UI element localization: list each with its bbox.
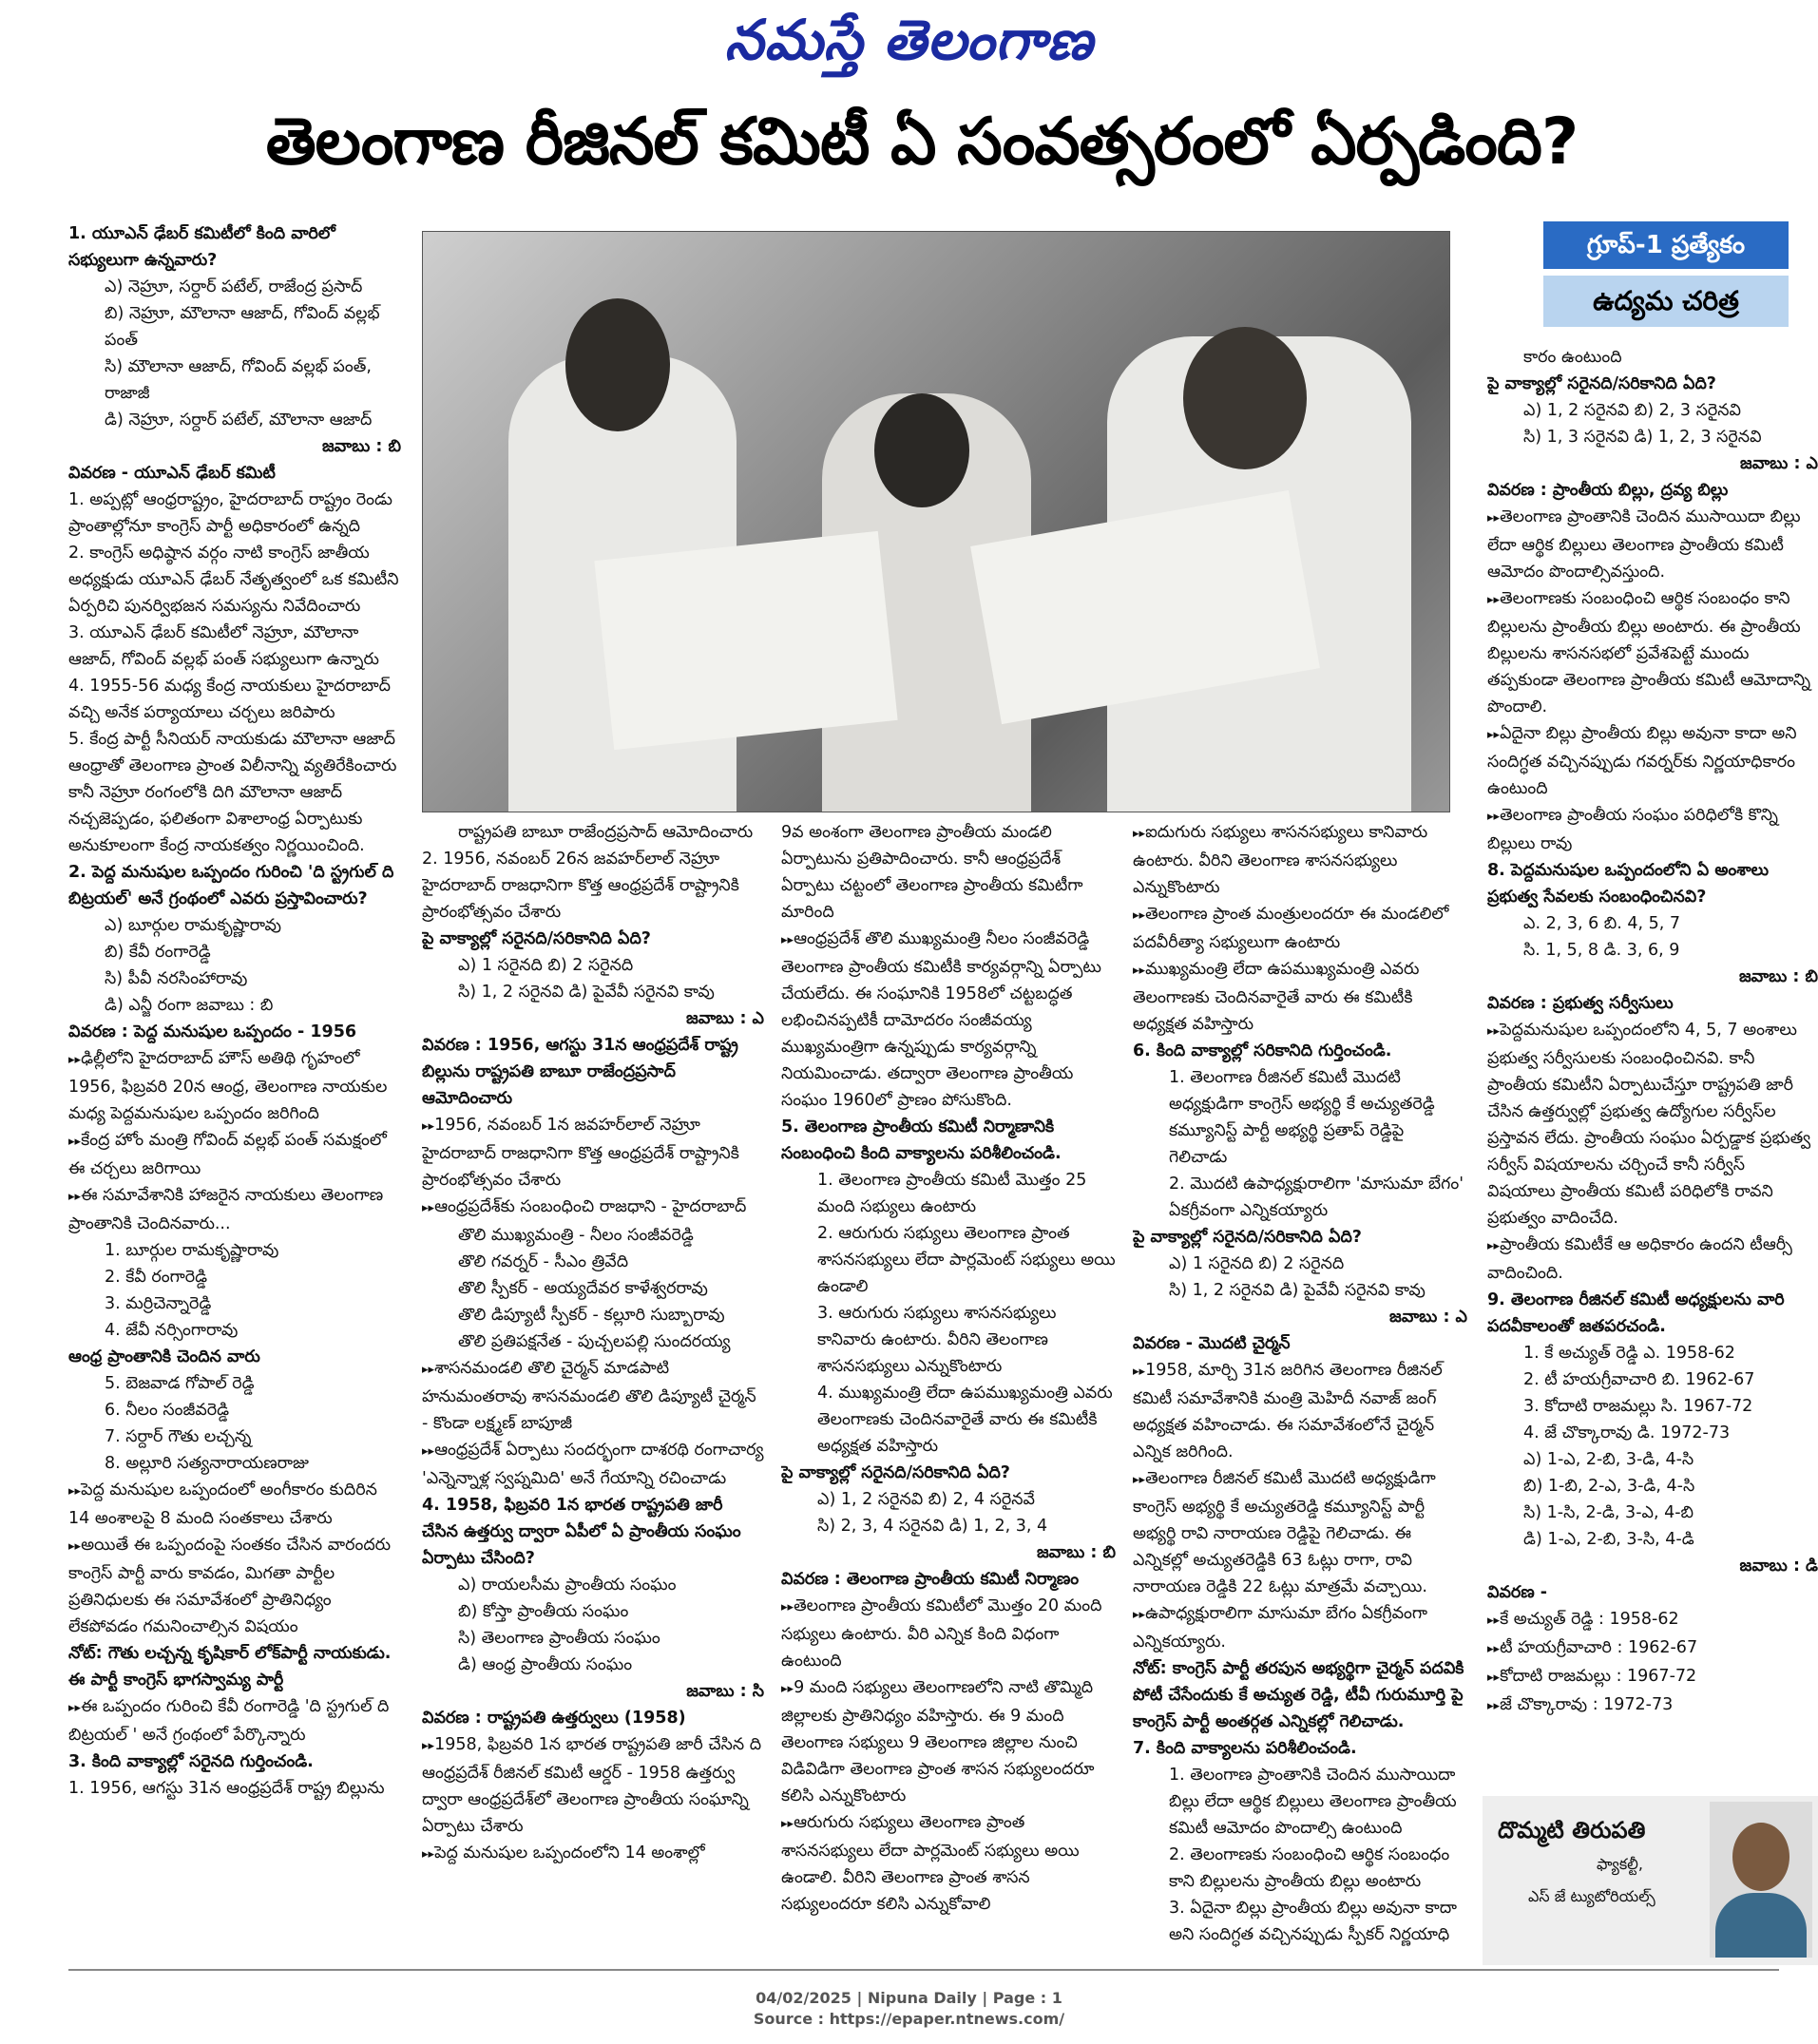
- paragraph: ▸▸ 1958, ఫిబ్రవరి 1న భారత రాష్ట్రపతి జారీ చేసిన ది ఆంధ్రప్రదేశ్ రీజినల్ కమిటీ ఆర్డర్ - 1958 ఉత్తర్వు ద్వారా ఆంధ్రప్రదేశ్‌లో తెలంగాణ ప్రాంతీయ సంఘాన్ని ఏర్పాటు చేశారు: [422, 1731, 764, 1840]
- paragraph: ▸▸ ఆంధ్రప్రదేశ్ ఏర్పాటు సందర్భంగా దాశరథి రంగాచార్య 'ఎన్నెన్నాళ్ల స్వప్నమిది' అనే గేయాన్ని రచించాడు: [422, 1437, 764, 1492]
- paragraph: ▸▸ తెలంగాణ ప్రాంతీయ సంఘం పరిధిలోకి కొన్ని బిల్లులు రావు: [1487, 802, 1818, 857]
- paragraph: ▸▸ తెలంగాణకు సంబంధించి ఆర్థిక సంబంధం కాని బిల్లులను ప్రాంతీయ బిల్లు అంటారు. ఈ ప్రాంతీయ బిల్లులను శాసనసభలో ప్రవేశపెట్టే ముందు తప్పకుండా తెలంగాణ ప్రాంతీయ కమిటీ ఆమోదాన్ని పొందాలి.: [1487, 585, 1818, 720]
- paragraph: బి) కోస్తా ప్రాంతీయ సంఘం: [458, 1602, 629, 1621]
- paragraph: 6. నీలం సంజీవరెడ్డి: [105, 1401, 230, 1420]
- paragraph: తొలి స్పీకర్ - అయ్యదేవర కాళేశ్వరరావు: [458, 1279, 708, 1298]
- paragraph: ▸▸ తెలంగాణ రీజినల్ కమిటీ మొదటి అధ్యక్షుడిగా కాంగ్రెస్ అభ్యర్థి కే అచ్యుతరెడ్డి కమ్యూనిస్ట్ పార్టీ అభ్యర్థి రావి నారాయణ రెడ్డిపై గెలిచాడు. ఈ ఎన్నికల్లో అచ్యుతరెడ్డికి 63 ఓట్లు రాగా, రావి నారాయణ రెడ్డికి 22 ఓట్లు మాత్రమే వచ్చాయి.: [1133, 1465, 1467, 1600]
- paragraph: 4. 1955-56 మధ్య కేంద్ర నాయకులు హైదరాబాద్ వచ్చి అనేక పర్యాయాలు చర్చలు జరిపారు: [68, 677, 392, 722]
- paragraph: ఎ) 1, 2 సరైనవి బి) 2, 3 సరైనవి: [1523, 401, 1741, 420]
- paragraph: బి) నెహ్రూ, మౌలానా ఆజాద్, గోవింద్ వల్లభ్ పంత్: [105, 304, 380, 350]
- paragraph: 2. తెలంగాణకు సంబంధించి ఆర్థిక సంబంధం కాని బిల్లులను ప్రాంతీయ బిల్లు అంటారు: [1169, 1845, 1450, 1891]
- paragraph: 2. కాంగ్రెస్ అధిష్ఠాన వర్గం నాటి కాంగ్రెస్ జాతీయ అధ్యక్షుడు యూఎన్ ఢేబర్ నేతృత్వంలో ఒక కమిటీని ఏర్పరిచి పునర్విభజన సమస్యను నివేదించారు: [68, 544, 399, 616]
- paragraph: ▸▸ తెలంగాణ ప్రాంతానికి చెందిన ముసాయిదా బిల్లు లేదా ఆర్థిక బిల్లులు తెలంగాణ ప్రాంతీయ కమిటీ ఆమోదం పొందాల్సివస్తుంది.: [1487, 504, 1818, 585]
- paragraph: తొలి డిప్యూటీ స్పీకర్ - కల్లూరి సుబ్బారావు: [458, 1306, 725, 1325]
- paragraph: 1. 1956, ఆగస్టు 31న ఆంధ్రప్రదేశ్ రాష్ట్ర బిల్లును: [68, 1779, 385, 1798]
- paragraph: బి) 1-బి, 2-ఎ, 3-డి, 4-సి: [1523, 1477, 1695, 1496]
- paragraph: ▸▸ పెద్ద మనుషుల ఒప్పందంలో అంగీకారం కుదిరిన 14 అంశాలపై 8 మంది సంతకాలు చేశారు: [68, 1477, 401, 1532]
- masthead-logo: నమస్తే తెలంగాణ: [724, 8, 1094, 72]
- paragraph: సి) మౌలానా ఆజాద్, గోవింద్ వల్లభ్ పంత్, రాజాజీ: [105, 357, 372, 403]
- paragraph: 2. పెద్ద మనుషుల ఒప్పందం గురించి 'ది స్ట్రగుల్ ది బిట్రయల్' అనే గ్రంథంలో ఎవరు ప్రస్తావించారు?: [68, 863, 394, 908]
- paragraph: 1. యూఎన్ ఢేబర్ కమిటీలో కింది వారిలో సభ్యులుగా ఉన్నవారు?: [68, 224, 335, 270]
- paragraph: ▸▸ 1958, మార్చి 31న జరిగిన తెలంగాణ రీజినల్ కమిటీ సమావేశానికి మంత్రి మెహిదీ నవాజ్ జంగ్ అధ్యక్షత వహించాడు. ఈ సమావేశంలోనే చైర్మన్ ఎన్నిక జరిగింది.: [1133, 1357, 1467, 1465]
- author-org: ఎస్ జే ట్యుటోరియల్స్: [1528, 1887, 1655, 1905]
- paragraph: సి) 1, 2 సరైనవి డి) పైవేవీ సరైనవి కావు: [1169, 1281, 1426, 1300]
- article-column-3: [781, 819, 1116, 1959]
- article-column-1: [68, 220, 401, 1959]
- paragraph: 3. మర్రిచెన్నారెడ్డి: [105, 1294, 212, 1313]
- paragraph: 9. తెలంగాణ రీజినల్ కమిటీ అధ్యక్షులను వారి పదవీకాలంతో జతపరచండి.: [1487, 1290, 1785, 1336]
- paragraph: ఎ) బూర్గుల రామకృష్ణారావు: [105, 916, 281, 935]
- paragraph: పై వాక్యాల్లో సరైనది/సరికానిది ఏది?: [781, 1463, 1010, 1482]
- paragraph: జవాబు : డి: [1739, 1557, 1818, 1576]
- author-name: దొమ్మటి తిరుపతి: [1498, 1817, 1646, 1843]
- paragraph: ▸▸ కేంద్ర హోం మంత్రి గోవింద్ వల్లభ్ పంత్ సమక్షంలో ఈ చర్చలు జరిగాయి: [68, 1127, 401, 1182]
- paragraph: 2. ఆరుగురు సభ్యులు తెలంగాణ ప్రాంత శాసనసభ్యులు లేదా పార్లమెంట్ సభ్యులు అయి ఉండాలి: [817, 1224, 1116, 1296]
- paragraph: ఎ) 1, 2 సరైనవి బి) 2, 4 సరైనవే: [817, 1490, 1035, 1509]
- footer-divider: [68, 1969, 1779, 1971]
- paragraph: పై వాక్యాల్లో సరైనది/సరికానిది ఏది?: [1133, 1228, 1362, 1247]
- paragraph: ▸▸ 9 మంది సభ్యులు తెలంగాణలోని నాటి తొమ్మిది జిల్లాలకు ప్రాతినిధ్యం వహిస్తారు. ఈ 9 మంది తెలంగాణ సభ్యులు 9 తెలంగాణ జిల్లాల నుంచి విడివిడిగా తెలంగాణ ప్రాంత శాసన సభ్యులందరూ కలిసి ఎన్నుకొంటారు: [781, 1674, 1116, 1809]
- paragraph: ▸▸ ఈ ఒప్పందం గురించి కేవీ రంగారెడ్డి 'ది స్ట్రగుల్ ది బిట్రయల్ ' అనే గ్రంథంలో పేర్కొన్నారు: [68, 1693, 401, 1748]
- paragraph: 1. అప్పట్లో ఆంధ్రరాష్ట్రం, హైదరాబాద్ రాష్ట్రం రెండు ప్రాంతాల్లోనూ కాంగ్రెస్ పార్టీ అధికారంలో ఉన్నది: [68, 490, 392, 536]
- paragraph: తొలి గవర్నర్ - సీఎం త్రివేది: [458, 1252, 629, 1271]
- paragraph: జవాబు : ఎ: [1389, 1308, 1467, 1327]
- paragraph: ▸▸ ముఖ్యమంత్రి లేదా ఉపముఖ్యమంత్రి ఎవరు తెలంగాణకు చెందినవారైతే వారు ఈ కమిటీకి అధ్యక్షత వహిస్తారు: [1133, 956, 1467, 1038]
- paragraph: వివరణ : ప్రాంతీయ బిల్లు, ద్రవ్య బిల్లు: [1487, 481, 1729, 500]
- paragraph: ఎ) 1 సరైనది బి) 2 సరైనది: [1169, 1254, 1345, 1273]
- paragraph: 4. 1958, ఫిబ్రవరి 1న భారత రాష్ట్రపతి జారీ చేసిన ఉత్తర్వు ద్వారా ఏపీలో ఏ ప్రాంతీయ సంఘం ఏర్పాటు చేసింది?: [422, 1496, 741, 1568]
- paragraph: ▸▸ 1956, నవంబర్ 1న జవహర్‌లాల్ నెహ్రూ హైదరాబాద్ రాజధానిగా కొత్త ఆంధ్రప్రదేశ్ రాష్ట్రానికి ప్రారంభోత్సవం చేశారు: [422, 1112, 764, 1194]
- paragraph: నోట్: గౌతు లచ్చన్న కృషికార్ లోక్‌పార్టీ నాయకుడు. ఈ పార్టీ కాంగ్రెస్ భాగస్వామ్య పార్టీ: [68, 1644, 392, 1690]
- paragraph: 2. మొదటి ఉపాధ్యక్షురాలిగా 'మాసుమా బేగం' ఏకగ్రీవంగా ఎన్నికయ్యారు: [1169, 1175, 1464, 1220]
- footer-source-line: Source : https://epaper.ntnews.com/: [753, 2010, 1065, 2028]
- paragraph: తొలి ప్రతిపక్షనేత - పుచ్చలపల్లి సుందరయ్య: [458, 1332, 731, 1351]
- paragraph: బి) కేవీ రంగారెడ్డి: [105, 943, 211, 962]
- paragraph: వివరణ : 1956, ఆగస్టు 31న ఆంధ్రప్రదేశ్ రాష్ట్ర బిల్లును రాష్ట్రపతి బాబూ రాజేంద్రప్రసాద్ ఆమోదించారు: [422, 1036, 738, 1108]
- paragraph: ▸▸ తెలంగాణ ప్రాంతీయ కమిటీలో మొత్తం 20 మంది సభ్యులు ఉంటారు. వీరి ఎన్నిక కింది విధంగా ఉంటుంది: [781, 1593, 1116, 1674]
- paragraph: వివరణ - యూఎన్ ఢేబర్ కమిటీ: [68, 464, 276, 483]
- author-avatar: [1710, 1802, 1812, 1958]
- paragraph: ఎ. 2, 3, 6 బి. 4, 5, 7: [1523, 914, 1681, 933]
- paragraph: ▸▸ ఆంధ్రప్రదేశ్ తొలి ముఖ్యమంత్రి నీలం సంజీవరెడ్డి తెలంగాణ ప్రాంతీయ కమిటీకి కార్యవర్గాన్ని ఏర్పాటు చేయలేదు. ఈ సంఘానికి 1958లో చట్టబద్ధత లభించినప్పటికీ దామోదరం సంజీవయ్య ముఖ్యమంత్రిగా ఉన్నప్పుడు కార్యవర్గాన్ని నియమించాడు. తద్వారా తెలంగాణ ప్రాంతీయ సంఘం 1960లో ప్రాణం పోసుకొంది.: [781, 926, 1116, 1114]
- paragraph: 1. తెలంగాణ ప్రాంతానికి చెందిన ముసాయిదా బిల్లు లేదా ఆర్థిక బిల్లులు తెలంగాణ ప్రాంతీయ కమిటీ ఆమోదం పొందాల్సి ఉంటుంది: [1169, 1766, 1457, 1838]
- paragraph: 3. కోదాటి రాజమల్లు సి. 1967-72: [1523, 1397, 1753, 1416]
- paragraph: జవాబు : ఎ: [1740, 454, 1818, 473]
- paragraph: 2. కేవీ రంగారెడ్డి: [105, 1268, 208, 1287]
- paragraph: 2. 1956, నవంబర్ 26న జవహర్‌లాల్ నెహ్రూ హైదరాబాద్ రాజధానిగా కొత్త ఆంధ్రప్రదేశ్ రాష్ట్రానికి ప్రారంభోత్సవం చేశారు: [422, 850, 739, 922]
- paragraph: నోట్: కాంగ్రెస్ పార్టీ తరపున అభ్యర్థిగా చైర్మన్ పదవికి పోటీ చేసేందుకు కే అచ్యుత రెడ్డి, టీవీ గురుమూర్తి పై కాంగ్రెస్ పార్టీ అంతర్గత ఎన్నికల్లో గెలిచాడు.: [1133, 1659, 1464, 1731]
- paragraph: ఎ) నెహ్రూ, సర్దార్ పటేల్, రాజేంద్ర ప్రసాద్: [105, 277, 363, 296]
- group-badge: గ్రూప్-1 ప్రత్యేకం: [1543, 221, 1789, 269]
- paragraph: ▸▸ ఏదైనా బిల్లు ప్రాంతీయ బిల్లు అవునా కాదా అని సందిగ్ధత వచ్చినప్పుడు గవర్నర్‌కు నిర్ణయాధికారం ఉంటుంది: [1487, 720, 1818, 802]
- paragraph: 7. కింది వాక్యాలను పరిశీలించండి.: [1133, 1739, 1357, 1758]
- paragraph: డి) నెహ్రూ, సర్దార్ పటేల్, మౌలానా ఆజాద్: [105, 411, 373, 430]
- paragraph: పై వాక్యాల్లో సరైనది/సరికానిది ఏది?: [422, 929, 651, 948]
- paragraph: 1. బూర్గుల రామకృష్ణారావు: [105, 1241, 279, 1260]
- paragraph: డి) 1-ఎ, 2-బి, 3-సి, 4-డి: [1523, 1530, 1694, 1549]
- paragraph: ▸▸ టీ హయగ్రీవాచారి : 1962-67: [1487, 1634, 1818, 1663]
- paragraph: డి) ఆంధ్ర ప్రాంతీయ సంఘం: [458, 1655, 633, 1674]
- paragraph: కారం ఉంటుంది: [1523, 348, 1622, 367]
- paragraph: సి) 1, 2 సరైనవి డి) పైవేవీ సరైనవి కావు: [458, 983, 715, 1002]
- paragraph: వివరణ : పెద్ద మనుషుల ఒప్పందం - 1956: [68, 1022, 357, 1041]
- article-column-4: [1133, 819, 1467, 1959]
- paragraph: ▸▸ ఆరుగురు సభ్యులు తెలంగాణ ప్రాంత శాసనసభ్యులు లేదా పార్లమెంట్ సభ్యులు అయి ఉండాలి. వీరిని తెలంగాణ ప్రాంత శాసన సభ్యులందరూ కలిసి ఎన్నుకోవాలి: [781, 1809, 1116, 1918]
- paragraph: జవాబు : సి: [686, 1682, 764, 1701]
- paragraph: 6. కింది వాక్యాల్లో సరికానిది గుర్తించండి.: [1133, 1041, 1392, 1060]
- paragraph: ▸▸ జే చొక్కారావు : 1972-73: [1487, 1691, 1818, 1720]
- paragraph: 3. కింది వాక్యాల్లో సరైనది గుర్తించండి.: [68, 1752, 314, 1771]
- paragraph: పై వాక్యాల్లో సరైనది/సరికానిది ఏది?: [1487, 374, 1716, 393]
- paragraph: వివరణ : రాష్ట్రపతి ఉత్తర్వులు (1958): [422, 1709, 686, 1728]
- paragraph: 4. జేవీ నర్సింగారావు: [105, 1321, 239, 1340]
- paragraph: ▸▸ ఆంధ్రప్రదేశ్‌కు సంబంధించి రాజధాని - హైదరాబాద్: [422, 1194, 764, 1222]
- footer-date-line: 04/02/2025 | Nipuna Daily | Page : 1: [756, 1989, 1062, 2007]
- paragraph: 8. పెద్దమనుషుల ఒప్పందంలోని ఏ అంశాలు ప్రభుత్వ సేవలకు సంబంధించినవి?: [1487, 861, 1770, 907]
- author-role: ఫ్యాకల్టీ,: [1597, 1855, 1643, 1873]
- paragraph: 1. తెలంగాణ ప్రాంతీయ కమిటీ మొత్తం 25 మంది సభ్యులు ఉంటారు: [817, 1171, 1087, 1216]
- paragraph: జవాబు : ఎ: [686, 1009, 764, 1028]
- page-title: తెలంగాణ రీజినల్ కమిటీ ఏ సంవత్సరంలో ఏర్పడింది?: [265, 105, 1579, 180]
- paragraph: ▸▸ పెద్దమనుషుల ఒప్పందంలోని 4, 5, 7 అంశాలు ప్రభుత్వ సర్వీసులకు సంబంధించినవి. కానీ ప్రాంతీయ కమిటీని ఏర్పాటుచేస్తూ రాష్ట్రపతి జారీ చేసిన ఉత్తర్వుల్లో ప్రభుత్వ ఉద్యోగుల సర్వీస్‌ల ప్రస్తావన లేదు. ప్రాంతీయ సంఘం ఏర్పడ్డాక ప్రభుత్వ సర్వీస్ విషయాలను చర్చించే కానీ సర్వీస్ విషయాలు ప్రాంతీయ కమిటీ పరిధిలోకి రావని ప్రభుత్వం వాదించేది.: [1487, 1017, 1818, 1232]
- paragraph: ▸▸ కే అచ్యుత్ రెడ్డి : 1958-62: [1487, 1606, 1818, 1634]
- paragraph: 9వ అంశంగా తెలంగాణ ప్రాంతీయ మండలి ఏర్పాటును ప్రతిపాదించారు. కానీ ఆంధ్రప్రదేశ్ ఏర్పాటు చట్టంలో తెలంగాణ ప్రాంతీయ కమిటీగా మారింది: [781, 823, 1083, 922]
- paragraph: ▸▸ ఈ సమావేశానికి హాజరైన నాయకులు తెలంగాణ ప్రాంతానికి చెందినవారు...: [68, 1182, 401, 1237]
- paragraph: 3. ఆరుగురు సభ్యులు శాసనసభ్యులు కానివారు ఉంటారు. వీరిని తెలంగాణ శాసనసభ్యులు ఎన్నుకొంటారు: [817, 1304, 1057, 1376]
- paragraph: 7. సర్దార్ గౌతు లచ్చన్న: [105, 1427, 252, 1446]
- paragraph: సి) తెలంగాణ ప్రాంతీయ సంఘం: [458, 1629, 660, 1648]
- paragraph: వివరణ : ప్రభుత్వ సర్వీసులు: [1487, 994, 1674, 1013]
- paragraph: ఎ) 1 సరైనది బి) 2 సరైనది: [458, 956, 634, 975]
- topic-badge: ఉద్యమ చరిత్ర: [1543, 276, 1789, 327]
- paragraph: డి) ఎన్జీ రంగా జవాబు : బి: [105, 996, 274, 1015]
- article-column-2: [422, 819, 764, 1959]
- paragraph: ▸▸ శాసనమండలి తొలి చైర్మన్ మాడపాటి హనుమంతరావు శాసనమండలి తొలి డిప్యూటీ చైర్మన్ - కొండా లక్ష్మణ్ బాపూజీ: [422, 1355, 764, 1437]
- paragraph: 4. జే చొక్కారావు డి. 1972-73: [1523, 1423, 1731, 1442]
- paragraph: తొలి ముఖ్యమంత్రి - నీలం సంజీవరెడ్డి: [458, 1226, 694, 1245]
- paragraph: 3. యూఎన్ ఢేబర్ కమిటీలో నెహ్రూ, మౌలానా ఆజాద్, గోవింద్ వల్లభ్ పంత్ సభ్యులుగా ఉన్నారు: [68, 623, 379, 669]
- paragraph: వివరణ : తెలంగాణ ప్రాంతీయ కమిటీ నిర్మాణం: [781, 1570, 1080, 1589]
- paragraph: వివరణ -: [1487, 1583, 1548, 1602]
- paragraph: వివరణ - మొదటి చైర్మన్: [1133, 1334, 1291, 1353]
- paragraph: ▸▸ పెద్ద మనుషుల ఒప్పందంలోని 14 అంశాల్లో: [422, 1840, 764, 1868]
- paragraph: రాష్ట్రపతి బాబూ రాజేంద్రప్రసాద్ ఆమోదించారు: [458, 823, 754, 842]
- paragraph: జవాబు : బి: [1037, 1543, 1116, 1562]
- paragraph: 5. కేంద్ర పార్టీ సీనియర్ నాయకుడు మౌలానా ఆజాద్ ఆంధ్రాతో తెలంగాణ ప్రాంత విలీనాన్ని వ్యతిరేకించారు కానీ నెహ్రూ రంగంలోకి దిగి మౌలానా ఆజాద్ నచ్చజెప్పడం, ఫలితంగా విశాలాంధ్ర ఏర్పాటుకు అనుకూలంగా కేంద్ర నాయకత్వం నిర్ణయించింది.: [68, 730, 397, 855]
- paragraph: 1. కే అచ్యుత్ రెడ్డి ఎ. 1958-62: [1523, 1344, 1735, 1363]
- paragraph: 3. ఏదైనా బిల్లు ప్రాంతీయ బిల్లు అవునా కాదా అని సందిగ్ధత వచ్చినప్పుడు స్పీకర్ నిర్ణయాధి: [1169, 1899, 1457, 1944]
- paragraph: ▸▸ తెలంగాణ ప్రాంత మంత్రులందరూ ఈ మండలిలో పదవీరీత్యా సభ్యులుగా ఉంటారు: [1133, 901, 1467, 956]
- paragraph: 2. టీ హయగ్రీవాచారి బి. 1962-67: [1523, 1370, 1755, 1389]
- historical-photo: [422, 231, 1450, 812]
- paragraph: సి. 1, 5, 8 డి. 3, 6, 9: [1523, 941, 1680, 960]
- paragraph: 1. తెలంగాణ రీజినల్ కమిటీ మొదటి అధ్యక్షుడిగా కాంగ్రెస్ అభ్యర్థి కే అచ్యుతరెడ్డి కమ్యూనిస్ట్ పార్టీ అభ్యర్థి ప్రతాప్ రెడ్డిపై గెలిచాడు: [1169, 1068, 1435, 1167]
- paragraph: జవాబు : బి: [322, 437, 401, 456]
- author-box: [1483, 1796, 1818, 1965]
- paragraph: సి) 2, 3, 4 సరైనవి డి) 1, 2, 3, 4: [817, 1517, 1048, 1536]
- paragraph: 8. అల్లూరి సత్యనారాయణరాజు: [105, 1454, 310, 1473]
- paragraph: సి) 1, 3 సరైనవి డి) 1, 2, 3 సరైనవి: [1523, 428, 1762, 447]
- paragraph: 5. బెజవాడ గోపాల్ రెడ్డి: [105, 1374, 255, 1393]
- paragraph: ▸▸ ఉపాధ్యక్షురాలిగా మాసుమా బేగం ఏకగ్రీవంగా ఎన్నికయ్యారు.: [1133, 1600, 1467, 1655]
- paragraph: ▸▸ ఐదుగురు సభ్యులు శాసనసభ్యులు కానివారు ఉంటారు. వీరిని తెలంగాణ శాసనసభ్యులు ఎన్నుకొంటారు: [1133, 819, 1467, 901]
- article-column-5: [1487, 344, 1818, 1788]
- paragraph: జవాబు : బి: [1739, 967, 1818, 986]
- paragraph: 5. తెలంగాణ ప్రాంతీయ కమిటీ నిర్మాణానికి సంబంధించి కింది వాక్యాలను పరిశీలించండి.: [781, 1118, 1062, 1163]
- paragraph: ▸▸ ప్రాంతీయ కమిటీకే ఆ అధికారం ఉందని టీఆర్సీ వాదించింది.: [1487, 1232, 1818, 1287]
- paragraph: సి) పీవీ నరసింహారావు: [105, 969, 248, 988]
- paragraph: ▸▸ కోదాటి రాజమల్లు : 1967-72: [1487, 1663, 1818, 1691]
- paragraph: ఎ) 1-ఎ, 2-బి, 3-డి, 4-సి: [1523, 1450, 1694, 1469]
- paragraph: ఎ) రాయలసీమ ప్రాంతీయ సంఘం: [458, 1576, 677, 1595]
- paragraph: ▸▸ ఢిల్లీలోని హైదరాబాద్ హౌస్ అతిథి గృహంలో 1956, ఫిబ్రవరి 20న ఆంధ్ర, తెలంగాణ నాయకుల మధ్య పెద్దమనుషుల ఒప్పందం జరిగింది: [68, 1045, 401, 1127]
- paragraph: సి) 1-సి, 2-డి, 3-ఎ, 4-బి: [1523, 1503, 1694, 1522]
- paragraph: ▸▸ అయితే ఈ ఒప్పందంపై సంతకం చేసిన వారందరు కాంగ్రెస్ పార్టీ వారు కావడం, మిగతా పార్టీల ప్రతినిధులకు ఈ సమావేశంలో ప్రాతినిధ్యం లేకపోవడం గమనించాల్సిన విషయం: [68, 1532, 401, 1640]
- paragraph: 4. ముఖ్యమంత్రి లేదా ఉపముఖ్యమంత్రి ఎవరు తెలంగాణకు చెందినవారైతే వారు ఈ కమిటీకి అధ్యక్షత వహిస్తారు: [817, 1384, 1113, 1456]
- paragraph: ఆంధ్ర ప్రాంతానికి చెందిన వారు: [68, 1347, 260, 1366]
